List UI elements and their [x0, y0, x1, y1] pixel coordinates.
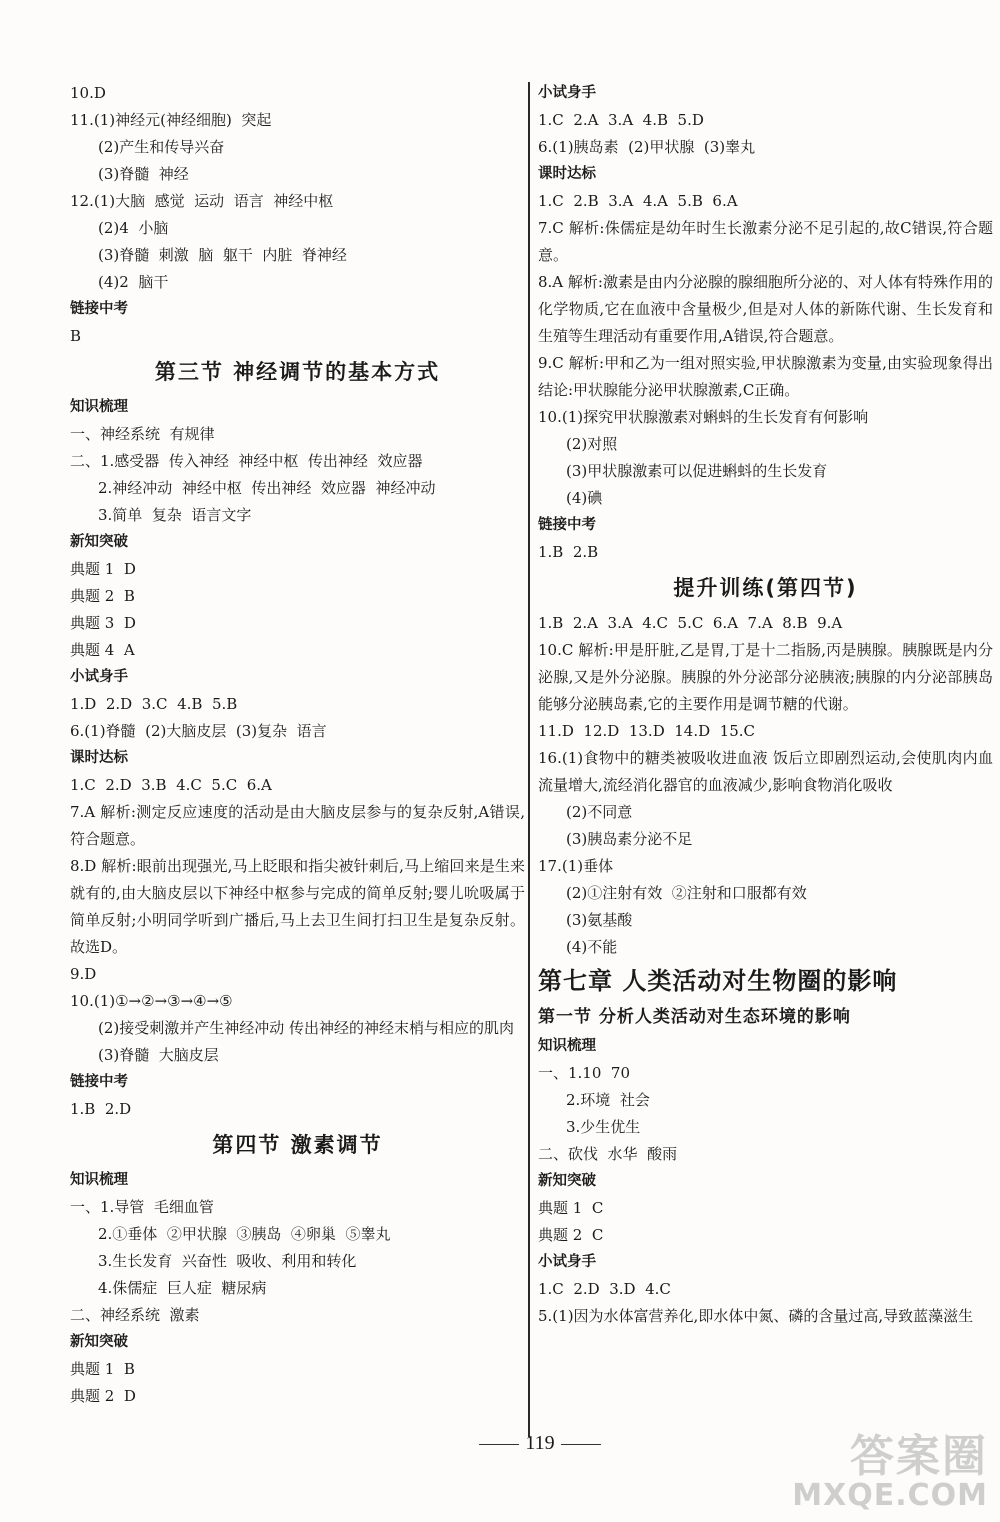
answer-paragraph: 10.C 解析:甲是肝脏,乙是胃,丁是十二指肠,丙是胰腺。胰腺既是内分泌腺,又是外分泌腺。胰腺的外分泌部分泌胰液;胰腺的内分泌部胰岛能够分泌胰岛素,它的主要作用是调节糖的代谢。 — [538, 641, 993, 713]
answer-line: 1.C 2.B 3.A 4.A 5.B 6.A — [538, 192, 738, 210]
answer-line: 1.B 2.B — [538, 543, 599, 561]
section-heading: 新知突破 — [538, 1173, 596, 1189]
answer-line: 一、1.导管 毛细血管 — [70, 1198, 214, 1216]
answer-paragraph: 8.A 解析:激素是由内分泌腺的腺细胞所分泌的、对人体有特殊作用的化学物质,它在血液中含量极少,但是对人体的新陈代谢、生长发育和生殖等生理活动有重要作用,A错误,符合题意。 — [538, 273, 993, 345]
answer-line: 11.D 12.D 13.D 14.D 15.C — [538, 722, 756, 740]
answer-line: (4)不能 — [566, 938, 618, 956]
answer-line: 典题 1 D — [70, 560, 136, 578]
watermark — [792, 1431, 988, 1513]
answer-line: 1.B 2.D — [70, 1100, 132, 1118]
page-number — [470, 1432, 610, 1455]
answer-line: 10.(1)①→②→③→④→⑤ — [70, 992, 233, 1010]
section-heading: 小试身手 — [538, 85, 596, 101]
answer-line: B — [70, 327, 82, 345]
section-title: 第四节 激素调节 — [212, 1133, 383, 1157]
answer-paragraph: 7.A 解析:测定反应速度的活动是由大脑皮层参与的复杂反射,A错误,符合题意。 — [70, 803, 525, 848]
answer-line: 二、神经系统 激素 — [70, 1306, 200, 1324]
section-heading: 链接中考 — [70, 301, 128, 317]
section-heading: 小试身手 — [70, 669, 128, 685]
answer-line: 2.神经冲动 神经中枢 传出神经 效应器 神经冲动 — [98, 479, 436, 497]
answer-line: (2)不同意 — [566, 803, 633, 821]
left-column — [70, 80, 525, 1410]
answer-line: 11.(1)神经元(神经细胞) 突起 — [70, 111, 272, 129]
answer-line: 典题 1 B — [70, 1360, 135, 1378]
watermark-url: MXQE.COM — [792, 1478, 988, 1513]
answer-paragraph: 8.D 解析:眼前出现强光,马上眨眼和指尖被针刺后,马上缩回来是生来就有的,由大脑皮层以下神经中枢参与完成的简单反射;婴儿吮吸属于简单反射;小明同学听到广播后,马上去卫生间打扫卫生是复杂反射。故选D。 — [70, 857, 525, 956]
answer-line: 1.C 2.A 3.A 4.B 5.D — [538, 111, 704, 129]
section-heading: 链接中考 — [538, 517, 596, 533]
answer-line: 1.D 2.D 3.C 4.B 5.B — [70, 695, 238, 713]
answer-line: 3.生长发育 兴奋性 吸收、利用和转化 — [98, 1252, 357, 1270]
answer-line: (3)胰岛素分泌不足 — [566, 830, 693, 848]
page-number-dash-right — [561, 1444, 601, 1445]
column-divider — [528, 82, 530, 1437]
answer-line: 2.①垂体 ②甲状腺 ③胰岛 ④卵巢 ⑤睾丸 — [98, 1225, 391, 1243]
answer-line: (3)脊髓 神经 — [98, 165, 189, 183]
section-heading: 知识梳理 — [70, 399, 128, 415]
answer-line: 一、1.10 70 — [538, 1064, 631, 1082]
answer-paragraph: 5.(1)因为水体富营养化,即水体中氮、磷的含量过高,导致蓝藻滋生 — [538, 1307, 974, 1325]
answer-line: (4)2 脑干 — [98, 273, 169, 291]
answer-line: (3)脊髓 大脑皮层 — [98, 1046, 219, 1064]
answer-line: (2)①注射有效 ②注射和口服都有效 — [566, 884, 807, 902]
section-heading: 知识梳理 — [538, 1038, 596, 1054]
section-heading: 小试身手 — [538, 1254, 596, 1270]
answer-line: 4.侏儒症 巨人症 糖尿病 — [98, 1279, 267, 1297]
section-heading: 知识梳理 — [70, 1172, 128, 1188]
answer-paragraph: 7.C 解析:侏儒症是幼年时生长激素分泌不足引起的,故C错误,符合题意。 — [538, 219, 993, 264]
answer-line: 1.C 2.D 3.B 4.C 5.C 6.A — [70, 776, 272, 794]
answer-line: (3)脊髓 刺激 脑 躯干 内脏 脊神经 — [98, 246, 347, 264]
answer-line: 典题 2 C — [538, 1226, 604, 1244]
answer-line: (2)4 小脑 — [98, 219, 169, 237]
answer-line: 6.(1)胰岛素 (2)甲状腺 (3)睾丸 — [538, 138, 756, 156]
answer-line: 典题 1 C — [538, 1199, 604, 1217]
page-number-text: 119 — [525, 1432, 555, 1454]
answer-line: (4)碘 — [566, 489, 603, 507]
answer-line: 9.D — [70, 965, 97, 983]
answer-line: (2)对照 — [566, 435, 618, 453]
answer-line: 1.B 2.A 3.A 4.C 5.C 6.A 7.A 8.B 9.A — [538, 614, 843, 632]
answer-line: (2)产生和传导兴奋 — [98, 138, 225, 156]
watermark-logo: 答案圈 — [850, 1431, 988, 1482]
answer-line: 3.少生优生 — [566, 1118, 641, 1136]
page-number-dash-left — [479, 1444, 519, 1445]
answer-line: 典题 4 A — [70, 641, 135, 659]
section-heading: 新知突破 — [70, 1334, 128, 1350]
answer-line: 17.(1)垂体 — [538, 857, 614, 875]
answer-line: 1.C 2.D 3.D 4.C — [538, 1280, 671, 1298]
section-title: 提升训练(第四节) — [673, 576, 858, 600]
section-heading: 课时达标 — [70, 750, 128, 766]
section-heading: 新知突破 — [70, 534, 128, 550]
answer-paragraph: (2)接受刺激并产生神经冲动 传出神经的神经末梢与相应的肌肉 — [98, 1019, 515, 1037]
answer-line: 典题 2 D — [70, 1387, 136, 1405]
answer-line: 二、1.感受器 传入神经 神经中枢 传出神经 效应器 — [70, 452, 423, 470]
answer-line: 典题 3 D — [70, 614, 136, 632]
answer-line: 10.(1)探究甲状腺激素对蝌蚪的生长发育有何影响 — [538, 408, 869, 426]
answer-paragraph: 9.C 解析:甲和乙为一组对照实验,甲状腺激素为变量,由实验现象得出结论:甲状腺能分泌甲状腺激素,C正确。 — [538, 354, 993, 399]
chapter-title: 第七章 人类活动对生物圈的影响 — [538, 967, 898, 995]
right-column — [538, 80, 993, 1330]
answer-line: 一、神经系统 有规律 — [70, 425, 215, 443]
answer-line: 6.(1)脊髓 (2)大脑皮层 (3)复杂 语言 — [70, 722, 327, 740]
answer-line: 二、砍伐 水华 酸雨 — [538, 1145, 678, 1163]
answer-line: 12.(1)大脑 感觉 运动 语言 神经中枢 — [70, 192, 334, 210]
answer-line: (3)甲状腺激素可以促进蝌蚪的生长发育 — [566, 462, 828, 480]
answer-line: 2.环境 社会 — [566, 1091, 650, 1109]
subsection-title: 第一节 分析人类活动对生态环境的影响 — [538, 1007, 851, 1027]
answer-paragraph: 16.(1)食物中的糖类被吸收进血液 饭后立即剧烈运动,会使肌肉内血流量增大,流经消化器官的血液减少,影响食物消化吸收 — [538, 749, 993, 794]
section-heading: 课时达标 — [538, 166, 596, 182]
answer-line: 3.简单 复杂 语言文字 — [98, 506, 252, 524]
answer-line: 典题 2 B — [70, 587, 135, 605]
section-heading: 链接中考 — [70, 1074, 128, 1090]
answer-line: 10.D — [70, 84, 106, 102]
answer-line: (3)氨基酸 — [566, 911, 633, 929]
section-title: 第三节 神经调节的基本方式 — [154, 360, 441, 384]
